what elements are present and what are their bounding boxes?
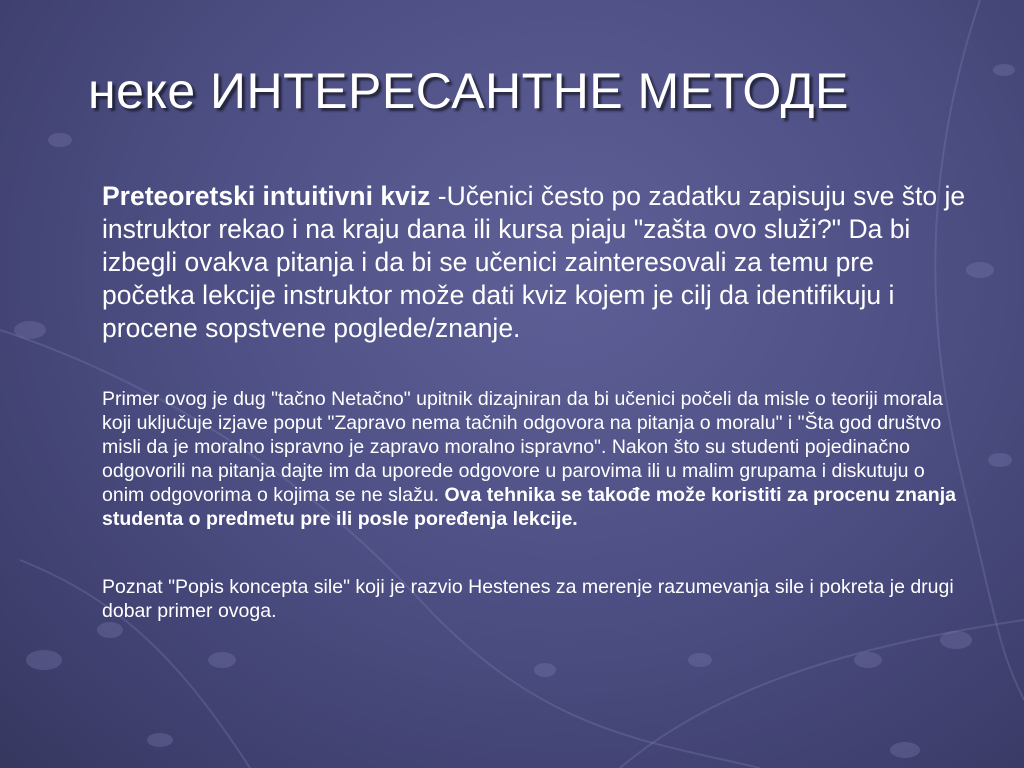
slide-body [102, 180, 970, 623]
paragraph-example [102, 387, 970, 531]
paragraph-closing-text: Poznat "Popis koncepta sile" koji je razvio Hestenes za merenje razumevanja sile i pokreta je drugi dobar primer ovoga. [102, 576, 954, 622]
paragraph-example-text: Primer ovog je dug "tačno Netačno" upitnik dizajniran da bi učenici počeli da misle o teoriji morala koji uključuje izjave poput "Zapravo nema tačnih odgovora na pitanja o moralu" i "Šta god društvo misli da je moralno ispravno je zapravo moralno ispravno". Nakon što su studenti pojedinačno odgovorili na pitanja dajte im da uporede odgovore u parovima ili u malim grupama i diskutuju o onim odgovorima o kojima se ne slažu. [102, 388, 943, 506]
paragraph-intro [102, 180, 970, 345]
paragraph-intro-text: -Učenici često po zadatku zapisuju sve što je instruktor rekao i na kraju dana ili kursa piaju "zašta ovo služi?" Da bi izbegli ovakva pitanja i da bi se učenici zainteresovali za temu pre početka lekcije instruktor može dati kviz kojem je cilj da identifikuju i procene sopstvene poglede/znanje. [102, 181, 966, 343]
paragraph-intro-lead: Preteoretski intuitivni kviz [102, 181, 431, 211]
paragraph-example-emphasis: Ova tehnika se takođe može koristiti za procenu znanja studenta o predmetu pre ili posle poređenja lekcije. [102, 484, 956, 530]
slide-title: неке ИНТЕРЕСАНТНЕ МЕТОДЕ [88, 63, 849, 119]
paragraph-closing [102, 575, 970, 623]
